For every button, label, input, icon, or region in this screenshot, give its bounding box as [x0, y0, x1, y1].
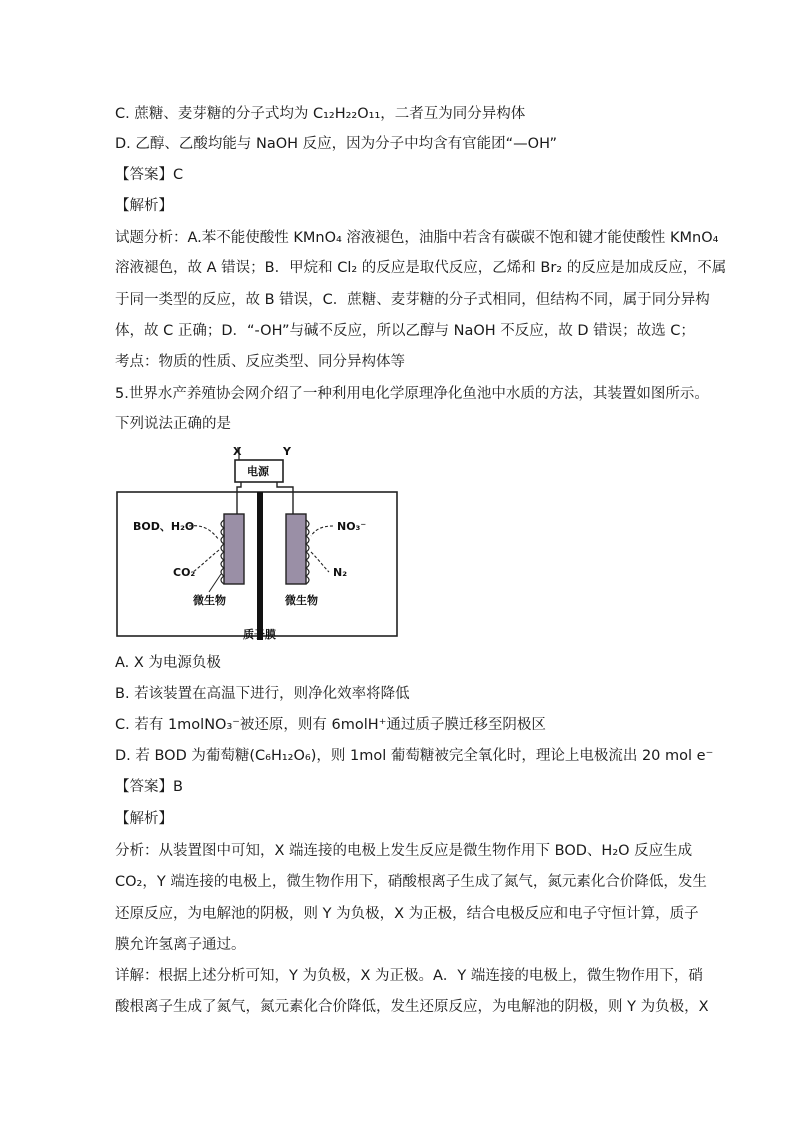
- analysis-text: 体，故 C 正确；D．“-OH”与碱不反应，所以乙醇与 NaOH 不反应，故 D 错误；故选 C；: [115, 323, 695, 339]
- option-a: A. X 为电源负极: [115, 655, 221, 671]
- right-in-arrow: [311, 526, 333, 536]
- analysis-text: 于同一类型的反应，故 B 错误，C．蔗糖、麦芽糖的分子式相同，但结构不同，属于同分异构: [115, 292, 710, 308]
- analysis-text: CO₂，Y 端连接的电极上，微生物作用下，硝酸根离子生成了氮气，氮元素化合价降低，发生: [115, 874, 707, 890]
- proton-membrane: [257, 492, 263, 640]
- left-microbe-label: 微生物: [193, 594, 226, 607]
- electrochemical-cell-diagram: [113, 440, 401, 640]
- answer-label: 【答案】B: [115, 779, 183, 795]
- analysis-label: 【解析】: [115, 198, 173, 214]
- analysis-text: 膜允许氢离子通过。: [115, 937, 246, 953]
- membrane-label: 质子膜: [243, 628, 276, 640]
- right-microbe-label: 微生物: [285, 594, 318, 607]
- option-d: D. 乙醇、乙酸均能与 NaOH 反应，因为分子中均含有官能团“—OH”: [115, 136, 558, 152]
- wire-y: [277, 482, 293, 514]
- power-label: 电源: [247, 465, 269, 478]
- answer-label: 【答案】C: [115, 167, 184, 183]
- left-product-label: CO₂: [173, 566, 196, 579]
- right-reactant-label: NO₃⁻: [337, 520, 367, 533]
- left-microbe-pointer: [209, 574, 221, 592]
- option-c: C. 蔗糖、麦芽糖的分子式均为 C₁₂H₂₂O₁₁，二者互为同分异构体: [115, 106, 526, 122]
- option-d: D. 若 BOD 为葡萄糖(C₆H₁₂O₆)，则 1mol 葡萄糖被完全氧化时，理论上电极流出 20 mol e⁻: [115, 748, 714, 764]
- analysis-text: 分析：从装置图中可知，X 端连接的电极上发生反应是微生物作用下 BOD、H₂O 反应生成: [115, 843, 693, 859]
- key-points: 考点：物质的性质、反应类型、同分异构体等: [115, 354, 405, 370]
- question-5: 5.世界水产养殖协会网介绍了一种利用电化学原理净化鱼池中水质的方法，其装置如图所示。: [115, 386, 709, 402]
- y-terminal-label: Y: [283, 445, 291, 458]
- wire-x: [237, 482, 241, 514]
- detail-text: 详解：根据上述分析可知，Y 为负极，X 为正极。A．Y 端连接的电极上，微生物作用下，硝: [115, 968, 703, 984]
- detail-text: 酸根离子生成了氮气，氮元素化合价降低，发生还原反应，为电解池的阴极，则 Y 为负极，X: [115, 999, 709, 1015]
- question-5: 下列说法正确的是: [115, 416, 231, 432]
- x-terminal-label: X: [233, 445, 242, 458]
- analysis-label: 【解析】: [115, 811, 173, 827]
- right-product-label: N₂: [333, 566, 348, 579]
- analysis-text: 还原反应，为电解池的阴极，则 Y 为负极，X 为正极，结合电极反应和电子守恒计算，质子: [115, 906, 699, 922]
- option-c: C. 若有 1molNO₃⁻被还原，则有 6molH⁺通过质子膜迁移至阴极区: [115, 717, 546, 733]
- left-electrode: [224, 514, 244, 584]
- analysis-text: 试题分析：A.苯不能使酸性 KMnO₄ 溶液褪色，油脂中若含有碳碳不饱和键才能使酸性 KMnO₄: [115, 230, 719, 246]
- right-out-arrow: [311, 552, 329, 572]
- right-electrode: [286, 514, 306, 584]
- option-b: B. 若该装置在高温下进行，则净化效率将降低: [115, 686, 410, 702]
- left-reactant-label: BOD、H₂O: [133, 520, 195, 533]
- left-out-arrow: [193, 550, 219, 572]
- analysis-text: 溶液褪色，故 A 错误；B．甲烷和 Cl₂ 的反应是取代反应，乙烯和 Br₂ 的反应是加成反应，不属: [115, 260, 727, 276]
